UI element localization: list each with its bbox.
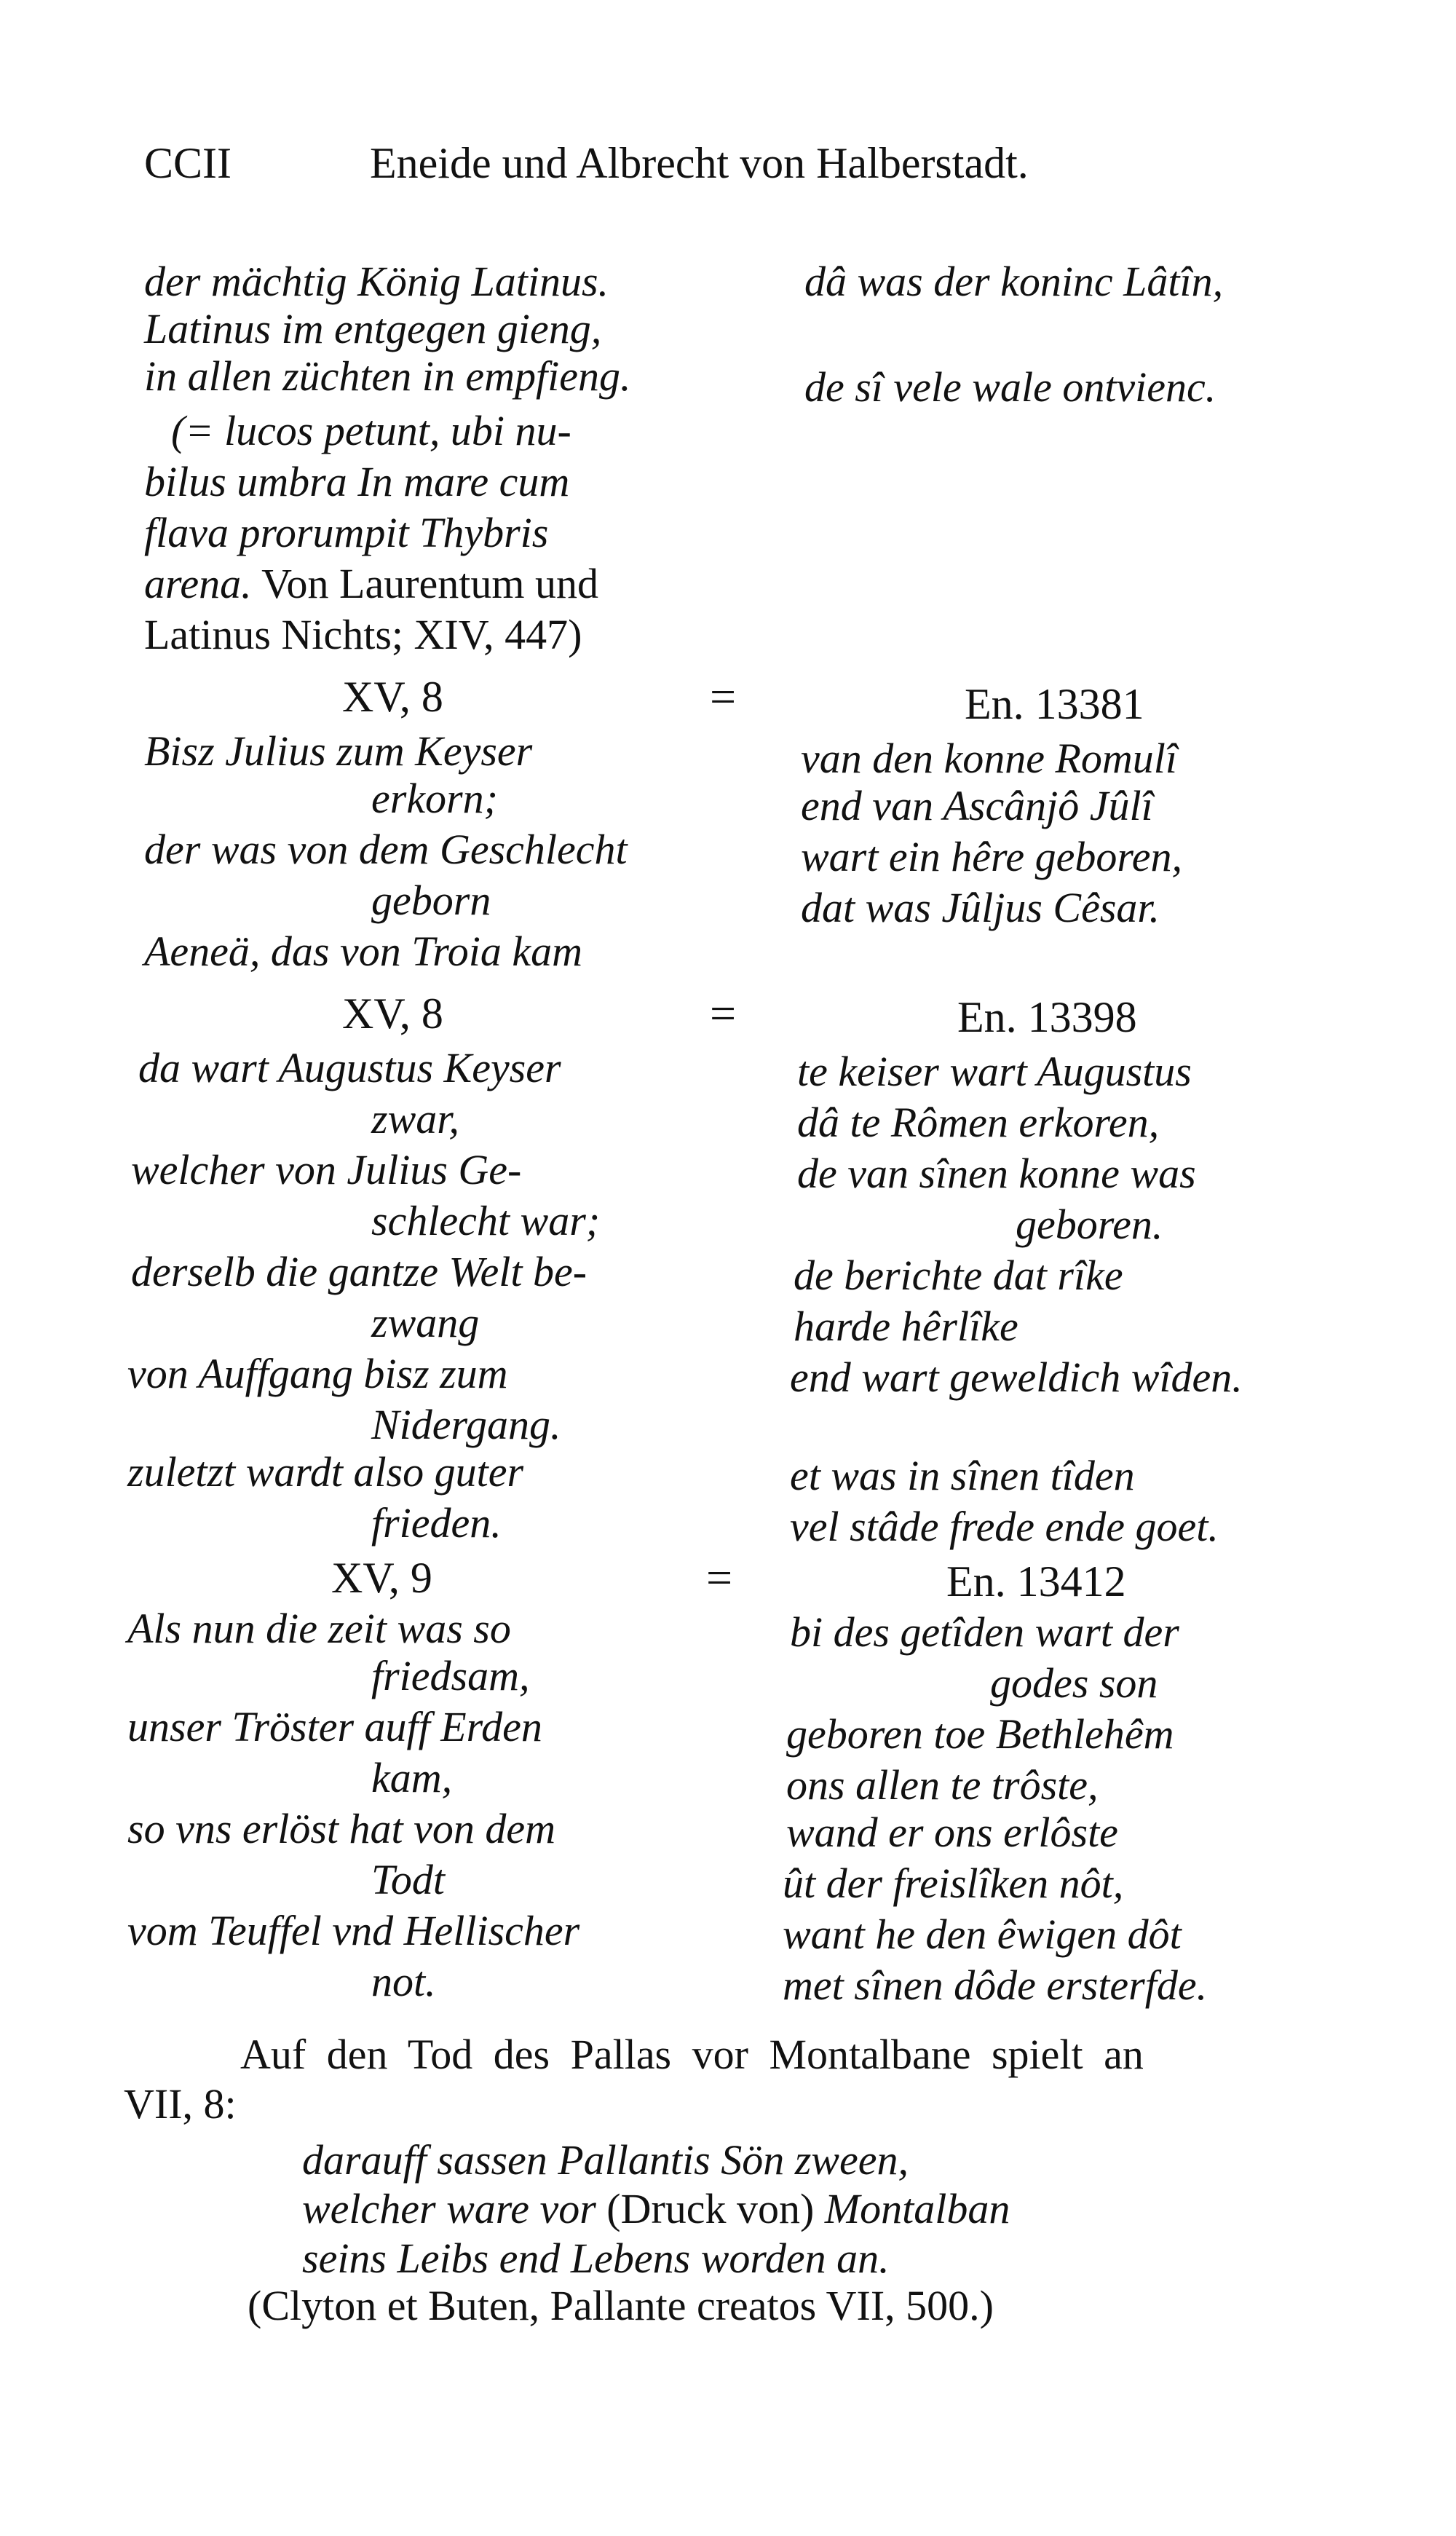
right-verse-line: geboren.: [1016, 1201, 1163, 1248]
right-verse-line: harde hêrlîke: [794, 1303, 1018, 1350]
right-verse-line: geboren toe Bethlehêm: [786, 1710, 1174, 1758]
equals-sign: =: [706, 1552, 733, 1603]
right-verse-line: de berichte dat rîke: [794, 1252, 1123, 1299]
right-verse-line: godes son: [990, 1659, 1158, 1707]
left-verse-line: not.: [371, 1958, 436, 2005]
right-verse-line: wart ein hêre geboren,: [801, 833, 1183, 880]
left-verse-line: erkorn;: [371, 775, 498, 822]
left-verse-line: welcher von Julius Ge-: [131, 1146, 522, 1193]
paragraph-line: Auf den Tod des Pallas vor Montalbane spielt an: [240, 2031, 1144, 2078]
right-verse-line: dâ te Rômen erkoren,: [797, 1099, 1160, 1146]
left-verse-line: friedsam,: [371, 1652, 530, 1699]
left-verse-line: Aeneä, das von Troia kam: [144, 928, 582, 975]
right-verse-line: et was in sînen tîden: [790, 1452, 1135, 1499]
equals-sign: =: [710, 671, 737, 722]
editorial-note-line: bilus umbra In mare cum: [144, 458, 570, 505]
quoted-verse-line: seins Leibs end Lebens worden an.: [302, 2235, 890, 2282]
left-verse-line: vom Teuffel vnd Hellischer: [127, 1907, 580, 1954]
right-verse-line: met sînen dôde ersterfde.: [783, 1962, 1208, 2009]
left-verse-line: so vns erlöst hat von dem: [127, 1805, 555, 1852]
quote-text: welcher ware vor: [302, 2185, 596, 2232]
running-title: Eneide und Albrecht von Halberstadt.: [370, 139, 1029, 187]
left-verse-line: zwar,: [371, 1095, 459, 1142]
left-verse-line: schlecht war;: [371, 1197, 601, 1244]
left-verse-line: Als nun die zeit was so: [127, 1605, 511, 1652]
right-verse-line: dat was Jûljus Cêsar.: [801, 884, 1160, 931]
right-verse-line: wand er ons erlôste: [786, 1809, 1118, 1856]
right-verse-line: de sî vele wale ontvienc.: [804, 363, 1216, 411]
left-verse-line: frieden.: [371, 1499, 502, 1547]
right-verse-line: ons allen te trôste,: [786, 1761, 1099, 1809]
note-text: arena.: [144, 560, 252, 607]
left-verse-line: zwang: [371, 1299, 480, 1346]
page-number: CCII: [144, 139, 232, 187]
quote-text: Montalban: [824, 2185, 1010, 2232]
right-verse-line: end wart geweldich wîden.: [790, 1354, 1243, 1401]
left-verse-line: kam,: [371, 1754, 453, 1801]
equals-sign: =: [710, 987, 737, 1039]
left-verse-line: derselb die gantze Welt be-: [131, 1248, 587, 1295]
left-verse-line: von Auffgang bisz zum: [127, 1350, 508, 1397]
quote-text: (Druck von): [606, 2185, 815, 2232]
left-verse-line: Todt: [371, 1856, 446, 1903]
right-verse-line: want he den êwigen dôt: [783, 1911, 1182, 1958]
left-verse-line: der mächtig König Latinus.: [144, 258, 609, 305]
right-verse-line: dâ was der koninc Lâtîn,: [804, 258, 1224, 305]
right-verse-line: te keiser wart Augustus: [797, 1048, 1192, 1095]
left-verse-line: Latinus im entgegen gieng,: [144, 305, 602, 352]
reference-left: XV, 8: [342, 673, 443, 721]
left-verse-line: zuletzt wardt also guter: [127, 1448, 524, 1496]
reference-right: En. 13381: [965, 680, 1144, 728]
left-verse-line: Nidergang.: [371, 1401, 561, 1448]
quoted-verse-line: darauff sassen Pallantis Sön zween,: [302, 2136, 909, 2184]
editorial-note-line: [171, 408, 571, 454]
right-verse-line: end van Ascânjô Jûlî: [801, 782, 1153, 829]
note-text: (= lucos petunt, ubi nu-: [171, 407, 571, 454]
editorial-note-line: flava prorumpit Thybris: [144, 509, 549, 556]
editorial-note-line: [144, 561, 598, 607]
left-verse-line: geborn: [371, 877, 491, 924]
right-verse-line: vel stâde frede ende goet.: [790, 1503, 1219, 1550]
paragraph-line: VII, 8:: [124, 2080, 237, 2128]
right-verse-line: van den konne Romulî: [801, 735, 1178, 782]
editorial-note-line: Latinus Nichts; XIV, 447): [144, 611, 582, 658]
right-verse-line: bi des getîden wart der: [790, 1608, 1179, 1656]
left-verse-line: unser Tröster auff Erden: [127, 1703, 542, 1750]
left-verse-line: da wart Augustus Keyser: [138, 1044, 561, 1091]
note-text: Von Laurentum und: [261, 560, 598, 607]
left-verse-line: in allen züchten in empfieng.: [144, 352, 631, 400]
reference-left: XV, 8: [342, 989, 443, 1038]
left-verse-line: der was von dem Geschlecht: [144, 826, 628, 873]
reference-left: XV, 9: [331, 1554, 432, 1602]
right-verse-line: de van sînen konne was: [797, 1150, 1196, 1197]
right-verse-line: ût der freislîken nôt,: [783, 1860, 1124, 1907]
left-verse-line: Bisz Julius zum Keyser: [144, 727, 533, 775]
citation-line: (Clyton et Buten, Pallante creatos VII, 500.): [248, 2282, 994, 2329]
quoted-verse-line: [302, 2186, 1010, 2232]
reference-right: En. 13398: [957, 993, 1137, 1041]
reference-right: En. 13412: [946, 1557, 1126, 1605]
